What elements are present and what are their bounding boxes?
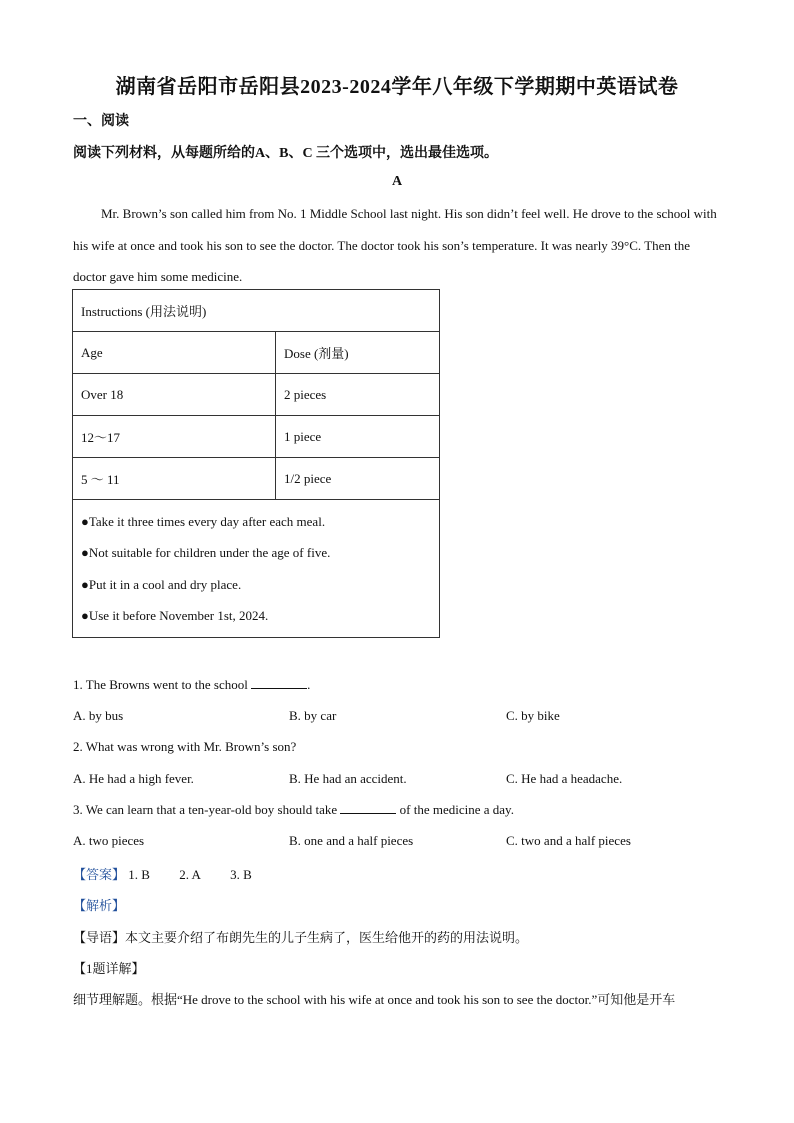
question-stem: 2. What was wrong with Mr. Brown’s son? xyxy=(73,739,297,754)
answer-blank xyxy=(251,677,307,689)
answer-tag: 【答案】 xyxy=(73,867,126,882)
option: C. two and a half pieces xyxy=(506,833,631,848)
table-title: Instructions (用法说明) xyxy=(73,290,440,332)
passage-text: Mr. Brown’s son called him from No. 1 Middle School last night. His son didn’t feel well. He drove to the school with his wife at once and took his son to see the doctor. The doctor took his son’s temperature. It was nearly 39°C. Then the doctor gave him some medicine. xyxy=(73,206,717,284)
question-2 xyxy=(73,739,296,755)
analysis-tag: 【解析】 xyxy=(73,898,126,913)
detail-tag: 【1题详解】 xyxy=(73,961,145,976)
table-title-row xyxy=(73,290,440,332)
option: C. He had a headache. xyxy=(506,771,623,786)
option: C. by bike xyxy=(506,708,560,723)
table-notes-row xyxy=(73,500,440,638)
table-row xyxy=(73,374,440,416)
note-item: ●Put it in a cool and dry place. xyxy=(81,576,242,592)
question-stem-end: . xyxy=(307,677,311,692)
table-row xyxy=(73,458,440,500)
answer-value: 2. A xyxy=(179,867,201,882)
note-item: ●Not suitable for children under the age of five. xyxy=(81,545,331,561)
option: B. by car xyxy=(289,708,337,723)
table-row xyxy=(73,416,440,458)
section-heading: 一、阅读 xyxy=(73,114,129,129)
table-cell: 2 pieces xyxy=(276,374,440,416)
table-cell: Over 18 xyxy=(73,374,276,416)
table-header-dose: Dose (剂量) xyxy=(276,332,440,374)
note-item: ●Use it before November 1st, 2024. xyxy=(81,607,269,623)
detail-text: 细节理解题。根据“He drove to the school with his wife at once and took his son to see the doctor.”可知他是开车 xyxy=(73,992,676,1007)
table-cell: 12～17 xyxy=(73,416,276,458)
page-title: 湖南省岳阳市岳阳县2023-2024学年八年级下学期期中英语试卷 xyxy=(115,76,679,98)
answer-blank xyxy=(340,802,396,814)
question-stem: 1. The Browns went to the school xyxy=(73,677,248,692)
question-1 xyxy=(73,677,310,693)
instructions-table xyxy=(72,289,440,638)
passage-label: A xyxy=(391,174,403,189)
table-cell: 5 ～ 11 xyxy=(73,458,276,500)
guide-line xyxy=(73,927,528,946)
section-instruction: 阅读下列材料，从每题所给的A、B、C 三个选项中，选出最佳选项。 xyxy=(73,146,499,161)
option: A. two pieces xyxy=(73,833,145,848)
guide-text: 本文主要介绍了布朗先生的儿子生病了，医生给他开的药的用法说明。 xyxy=(125,930,529,945)
question-stem-end: of the medicine a day. xyxy=(399,802,514,817)
option: A. He had a high fever. xyxy=(73,771,194,786)
table-cell: 1/2 piece xyxy=(276,458,440,500)
answer-value: 1. B xyxy=(128,867,150,882)
guide-tag: 【导语】 xyxy=(73,930,126,945)
option: B. He had an accident. xyxy=(289,771,407,786)
answer-value: 3. B xyxy=(230,867,252,882)
question-3 xyxy=(73,802,514,818)
option: B. one and a half pieces xyxy=(289,833,414,848)
table-cell: 1 piece xyxy=(276,416,440,458)
table-notes xyxy=(73,500,440,638)
answer-line xyxy=(73,864,278,883)
note-item: ●Take it three times every day after each meal. xyxy=(81,514,326,529)
option: A. by bus xyxy=(73,708,124,723)
table-header-age: Age xyxy=(73,332,276,374)
question-stem: 3. We can learn that a ten-year-old boy should take xyxy=(73,802,338,817)
answer-values xyxy=(128,867,278,882)
table-header-row xyxy=(73,332,440,374)
